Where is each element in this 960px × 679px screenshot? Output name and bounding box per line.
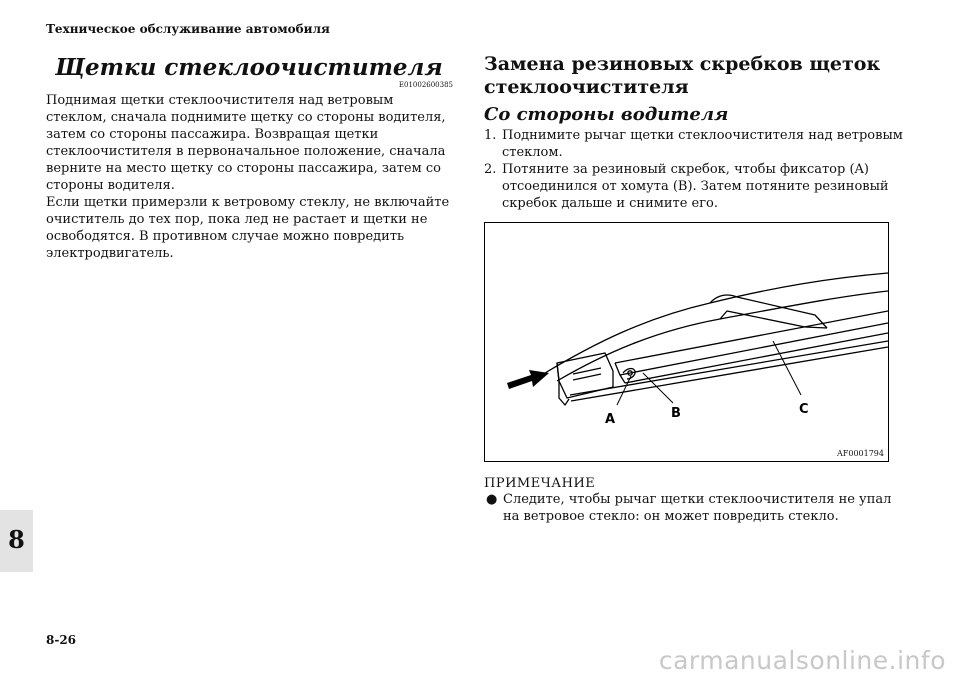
steps-list	[484, 127, 904, 212]
step-1	[484, 127, 904, 161]
watermark: carmanualsonline.info	[658, 646, 946, 675]
step-number: 2.	[484, 162, 497, 177]
page-number: 8-26	[46, 633, 77, 647]
step-text: Потяните за резиновый скребок, чтобы фиксатор (A) отсоединился от хомута (B). Затем потяните резиновый скребок дальше и снимите его.	[502, 162, 889, 211]
figure-label-b: B	[671, 406, 681, 421]
section-title-blade-replacement: Замена резиновых скребков щеток стеклоочистителя	[484, 53, 881, 98]
note-label: ПРИМЕЧАНИЕ	[484, 476, 596, 491]
step-text: Поднимите рычаг щетки стеклоочистителя над ветровым стеклом.	[502, 128, 903, 160]
bullet-dot-icon: ●	[486, 492, 498, 507]
wiper-blade-figure	[484, 222, 889, 462]
running-header: Техническое обслуживание автомобиля	[46, 22, 330, 36]
wipers-paragraph-2: Если щетки примерзли к ветровому стеклу, не включайте очиститель до тех пор, пока лед не растает и щетки не освободятся. В противном случае можно повредить электродвигатель.	[46, 195, 450, 261]
section-tab-number: 8	[8, 525, 25, 554]
step-2	[484, 161, 904, 212]
wipers-body	[46, 92, 456, 262]
figure-label-c: C	[799, 402, 809, 417]
note-text: Следите, чтобы рычаг щетки стеклоочистителя не упал на ветровое стекло: он может повредить стекло.	[503, 492, 892, 524]
wipers-paragraph-1: Поднимая щетки стеклоочистителя над ветровым стеклом, сначала поднимите щетку со стороны водителя, затем со стороны пассажира. Возвращая щетки стеклоочистителя в первоначальное положение, сначала верните на место щетку со стороны пассажира, затем со стороны водителя.	[46, 93, 446, 193]
figure-label-a: A	[605, 412, 616, 427]
section-code: E01002600385	[398, 81, 453, 89]
step-number: 1.	[484, 128, 497, 143]
figure-code: AF0001794	[837, 449, 884, 458]
section-title-wipers: Щетки стеклоочистителя	[55, 54, 443, 81]
wiper-blade-illustration-icon	[485, 223, 888, 461]
subsection-title-driver-side: Со стороны водителя	[484, 104, 729, 125]
note-item	[484, 491, 904, 525]
